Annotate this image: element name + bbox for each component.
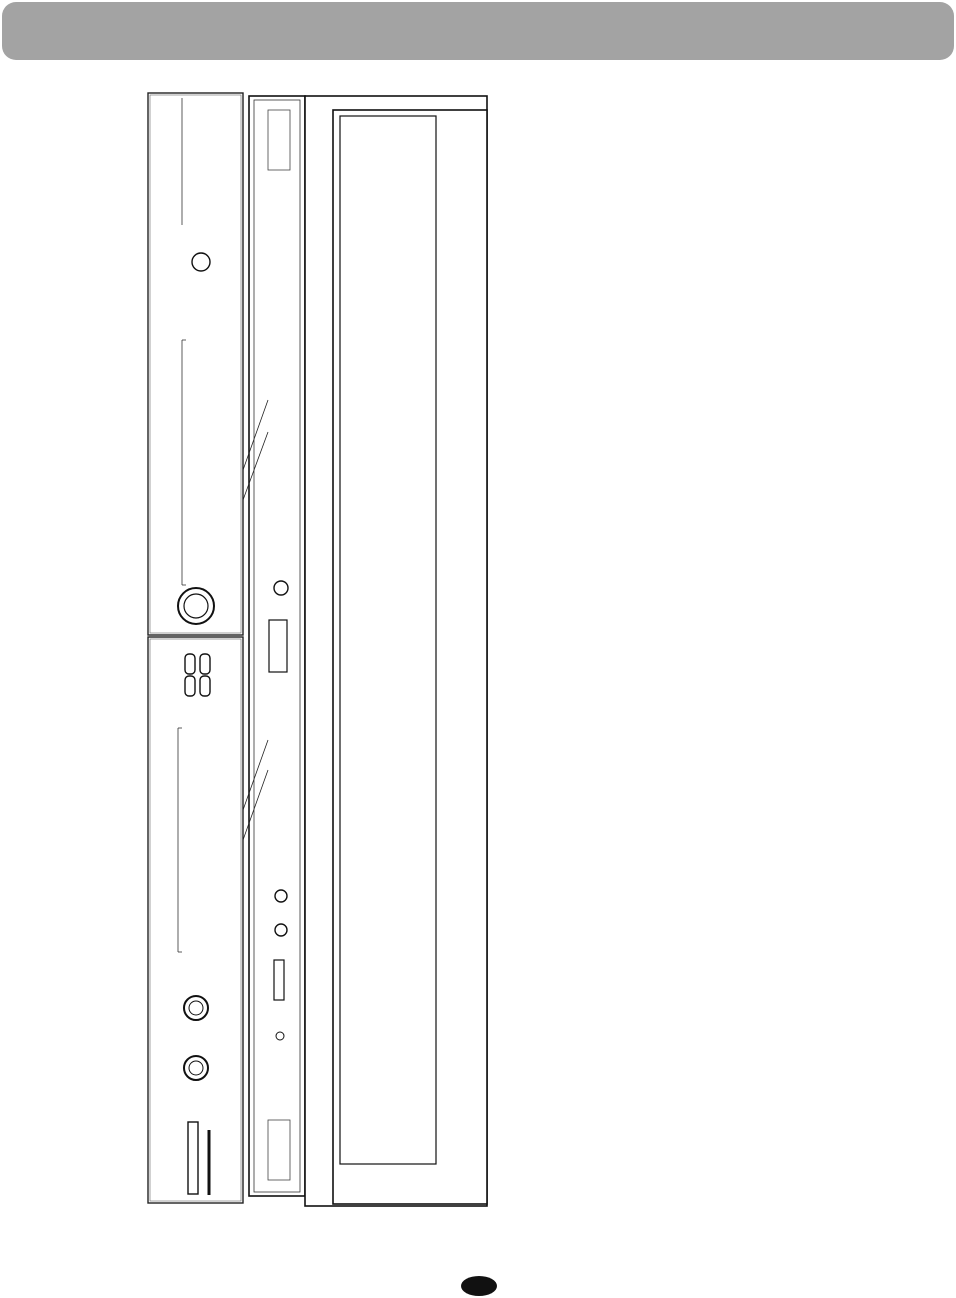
page-number bbox=[461, 1276, 497, 1296]
legend bbox=[556, 120, 946, 156]
upper-panel-detail bbox=[148, 93, 243, 635]
lower-panel-detail bbox=[148, 637, 243, 1203]
keyboard-diagram bbox=[140, 88, 500, 1213]
legend-heading bbox=[564, 120, 946, 150]
header-bar bbox=[2, 2, 954, 60]
keyboard-body bbox=[243, 96, 487, 1206]
